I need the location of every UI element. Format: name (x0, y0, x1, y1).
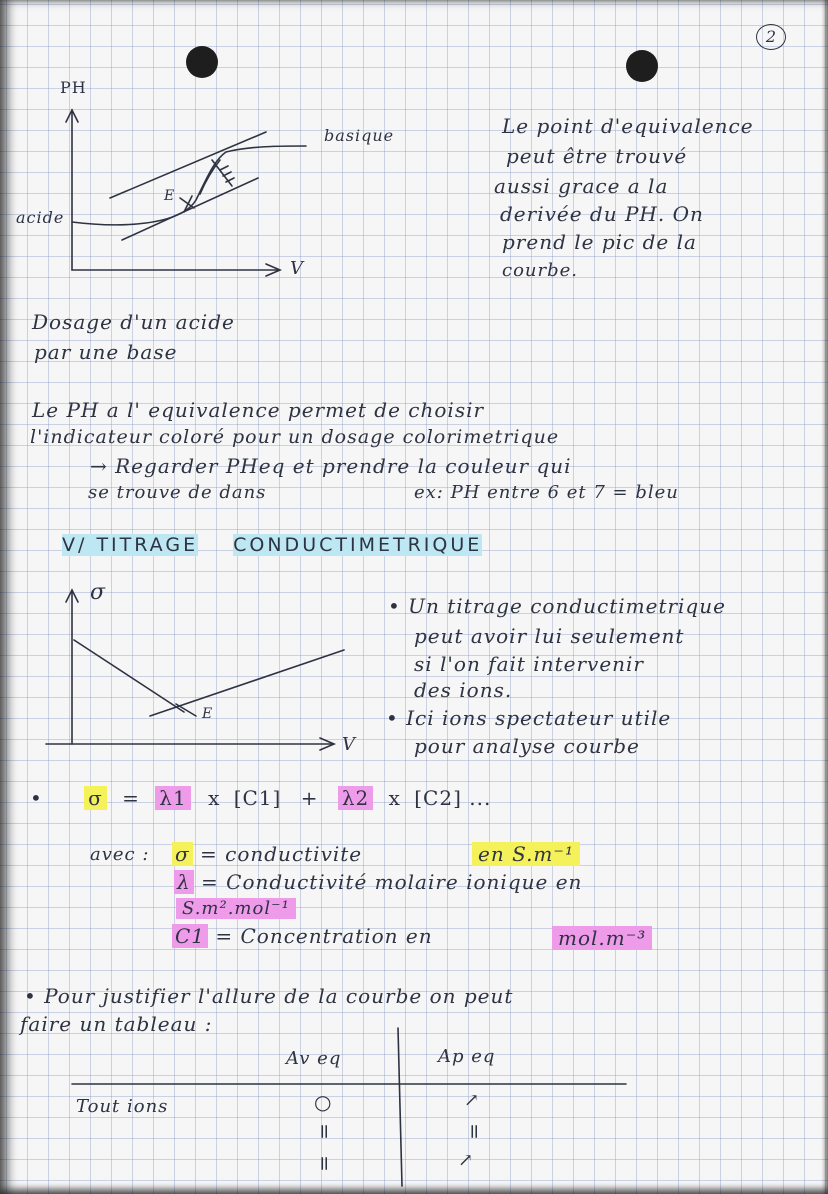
sigma-graph-x-label: V (342, 734, 356, 755)
table-header-ap: Ap eq (438, 1046, 496, 1067)
sigma-axis-label: σ (90, 580, 107, 605)
ph-graph-x-label: V (290, 258, 304, 279)
def-avec: avec : (90, 844, 150, 865)
table-row-2-av: = (312, 1123, 337, 1141)
def-lambda-unit: S.m².mol⁻¹ (176, 898, 296, 919)
cond-note-2-line-1: • Ici ions spectateur utile (386, 706, 672, 730)
table-header-av: Av eq (286, 1048, 342, 1069)
def-c-symbol: C1 (172, 924, 208, 948)
formula-plus: + (300, 786, 319, 810)
derivative-line-4: derivée du PH. On (500, 202, 704, 226)
derivative-line-3: aussi grace a la (494, 174, 669, 198)
cond-note-1-line-4: des ions. (414, 678, 513, 702)
table-row-3-ap: ↗ (458, 1150, 475, 1171)
heading-part-1: V/ TITRAGE (62, 534, 199, 556)
ph-axis-label: PH (60, 78, 87, 97)
table-row-1-ap: ↗ (464, 1090, 481, 1111)
sigma-eq-label: E (202, 706, 214, 722)
formula-lambda1: λ1 (155, 786, 190, 810)
table-intro-line-2: faire un tableau : (20, 1012, 213, 1036)
page-number: 2 (756, 24, 786, 50)
table-row-1-av: ○ (314, 1090, 333, 1114)
cond-note-1-line-3: si l'on fait intervenir (414, 652, 644, 676)
formula-lambda2: λ2 (338, 786, 373, 810)
derivative-line-2: peut être trouvé (506, 144, 688, 168)
formula-conc1: [C1] (233, 786, 282, 810)
table-column-rule (398, 1028, 402, 1186)
formula-times-2: x (388, 786, 401, 810)
cond-note-1-line-1: • Un titrage conductimetrique (388, 594, 726, 618)
def-c-text: = Concentration en (215, 924, 433, 948)
cond-note-2-line-2: pour analyse courbe (414, 734, 640, 758)
def-sigma-text: = conductivite (200, 842, 363, 866)
def-sigma-unit: en S.m⁻¹ (472, 842, 580, 866)
indicator-line-1: Le PH a l' equivalence permet de choisir (32, 398, 485, 422)
heading-part-2: CONDUCTIMETRIQUE (233, 534, 483, 556)
derivative-line-5: prend le pic de la (502, 230, 697, 254)
dosage-caption-line-2: par une base (34, 340, 178, 364)
def-lambda-symbol: λ (174, 870, 194, 894)
formula-sigma: σ (84, 786, 107, 810)
dosage-caption-line-1: Dosage d'un acide (32, 310, 235, 334)
derivative-line-1: Le point d'equivalence (502, 114, 754, 138)
label-acide: acide (16, 208, 65, 227)
indicator-line-4b: ex: PH entre 6 et 7 = bleu (414, 482, 679, 503)
formula-times-1: x (208, 786, 221, 810)
table-row-2-ap: = (462, 1123, 487, 1141)
label-basique: basique (324, 126, 395, 145)
formula-conc2: [C2] ... (414, 786, 492, 810)
table-intro-line-1: • Pour justifier l'allure de la courbe on peut (24, 984, 514, 1008)
def-sigma-symbol: σ (172, 842, 193, 866)
cond-note-1-line-2: peut avoir lui seulement (414, 624, 685, 648)
table-row-3-av: = (312, 1155, 337, 1173)
indicator-line-2: l'indicateur coloré pour un dosage colorimetrique (30, 426, 560, 448)
table-row-1-label: Tout ions (76, 1096, 169, 1117)
indicator-line-4a: se trouve de dans (88, 482, 267, 503)
derivative-line-6: courbe. (502, 260, 579, 281)
indicator-line-3: → Regarder PHeq et prendre la couleur qui (90, 454, 572, 478)
formula-equals: = (122, 786, 140, 810)
def-c-unit: mol.m⁻³ (552, 926, 652, 950)
formula-bullet: • (30, 786, 43, 810)
ph-graph-eq-label: E (164, 188, 176, 204)
def-lambda-text: = Conductivité molaire ionique en (201, 870, 583, 894)
